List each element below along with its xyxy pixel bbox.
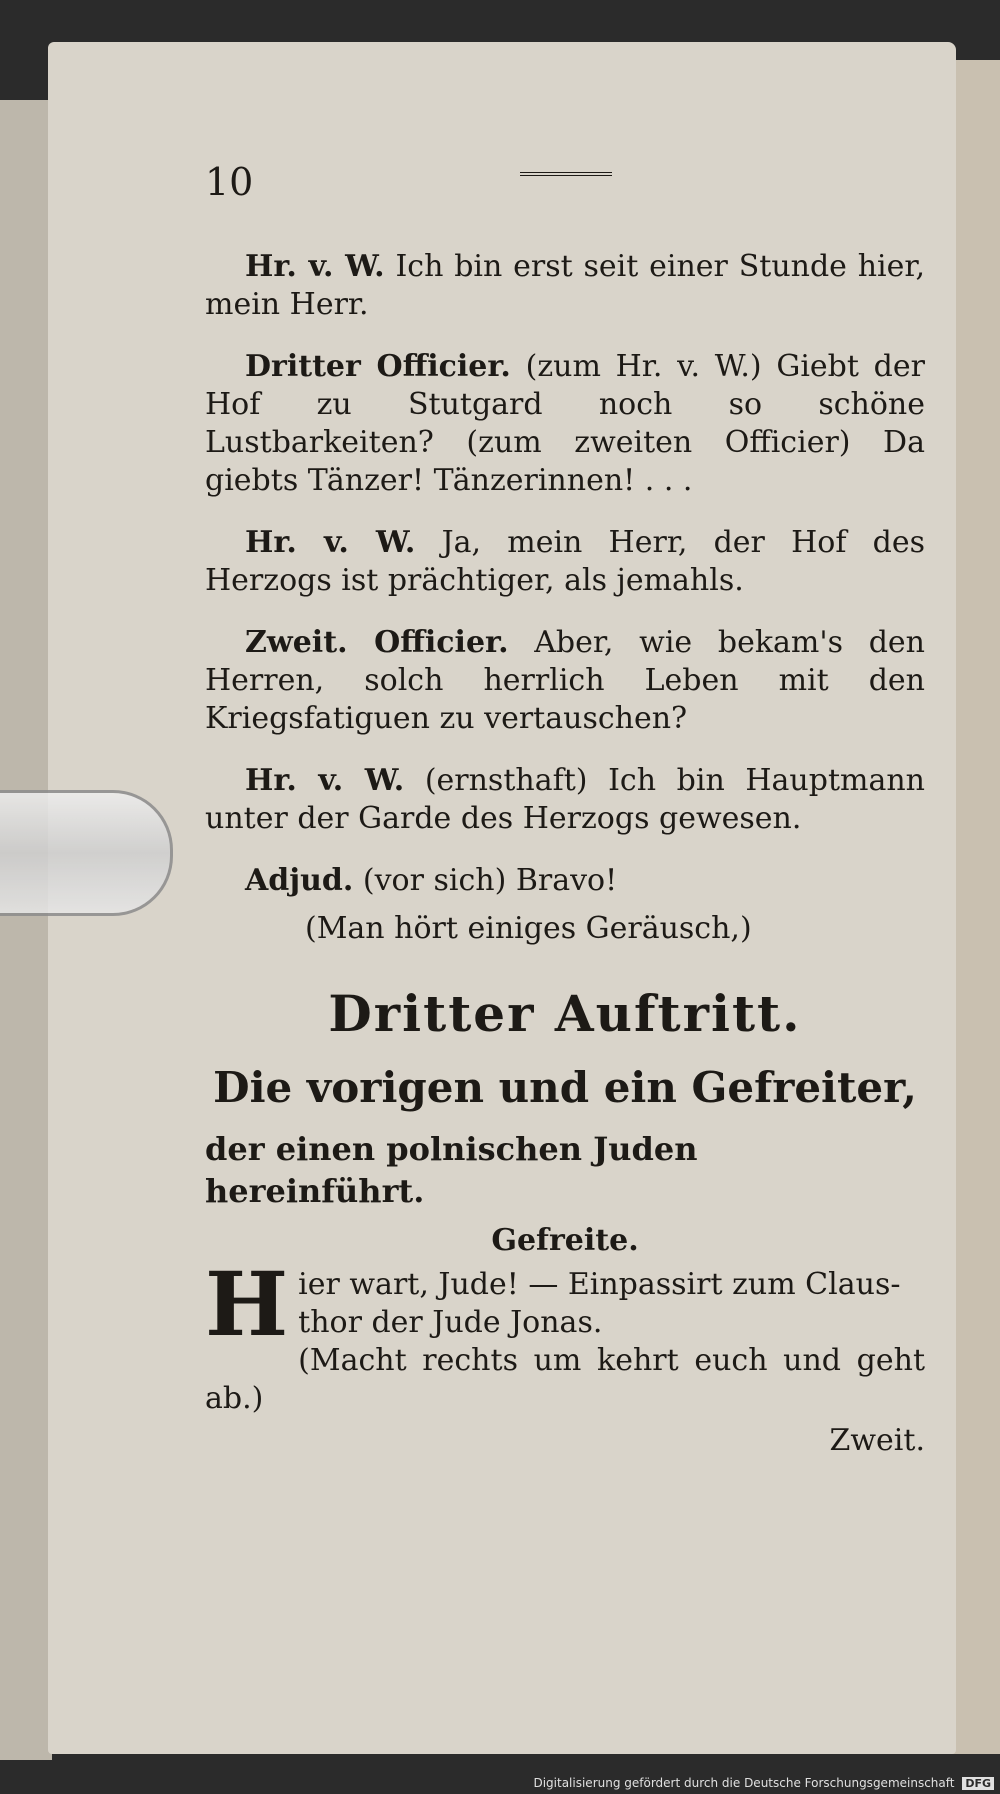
dialogue-text: (zum Hr. v. W.) Giebt der Hof zu Stutgard noch so schöne Lustbarkeiten? (zum zweiten Officier) Da giebts Tänzer! Tänzerinnen! . . . [205,349,925,498]
dialogue-text: Ich bin erst seit einer Stunde hier, mein Herr. [205,249,925,322]
scene-title: Dritter Auftritt. [328,984,802,1043]
scene-subtitle-2: der einen polnischen Juden hereinführt. [205,1130,698,1210]
digitization-credit [533,1776,994,1790]
speaker-name: Hr. v. W. [245,249,385,284]
dialogue-text: ier wart, Jude! — Einpassirt zum Claus-thor der Jude Jonas. [298,1267,901,1340]
dialogue-paragraph [205,762,925,838]
page-number: 10 [205,160,254,204]
dialogue-paragraph [205,524,925,600]
book-left-edge [0,100,52,1760]
dropcap-letter: H [205,1252,289,1356]
stage-direction: (Man hört einiges Geräusch,) [305,911,752,946]
stage-direction: (Macht rechts um kehrt euch und geht ab.) [205,1343,925,1416]
speaker-heading: Gefreite. [491,1223,639,1258]
dialogue-text: (vor sich) Bravo! [362,863,618,898]
dialogue-paragraph [205,862,925,900]
speaker-name: Dritter Officier. [245,349,511,384]
speaker-name: Hr. v. W. [245,525,416,560]
credit-text: Digitalisierung gefördert durch die Deutsche Forschungsgemeinschaft [533,1776,955,1790]
dialogue-text: (ernsthaft) Ich bin Hauptmann unter der Garde des Herzogs gewesen. [205,763,925,836]
page-clip [0,790,173,916]
speaker-name: Adjud. [245,863,354,898]
dialogue-paragraph [205,624,925,738]
dropcap-paragraph [205,1252,925,1356]
dialogue-paragraph [205,248,925,324]
dfg-logo: DFG [962,1777,994,1790]
speaker-name: Hr. v. W. [245,763,405,798]
dialogue-paragraph [205,348,925,500]
scene-subtitle: Die vorigen und ein Gefreiter, [213,1063,917,1112]
catchword: Zweit. [829,1423,925,1458]
speaker-name: Zweit. Officier. [245,625,509,660]
page-text [205,248,925,1460]
dialogue-text: Ja, mein Herr, der Hof des Herzogs ist prächtiger, als jemahls. [205,525,925,598]
dialogue-text: Aber, wie bekam's den Herren, solch herrlich Leben mit den Kriegsfatiguen zu vertauschen? [205,625,925,736]
book-right-edge [952,60,1000,1754]
header-ornament [520,172,612,186]
